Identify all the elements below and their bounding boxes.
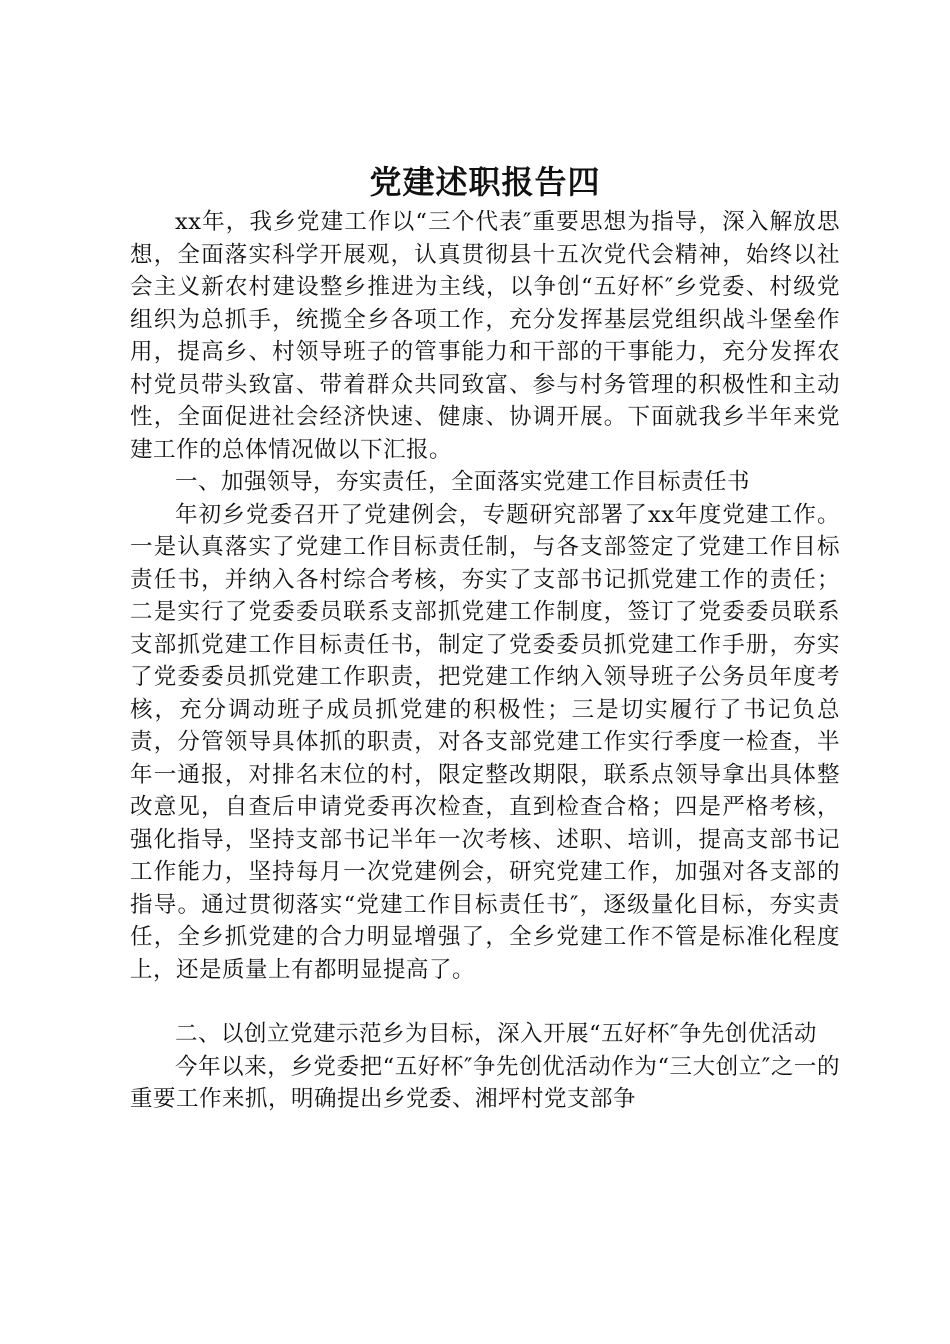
section-heading-2: 二、以创立党建示范乡为目标，深入开展“五好杯″争先创优活动 xyxy=(175,1021,817,1047)
intro-paragraph: xx年，我乡党建工作以“三个代表″重要思想为指导，深入解放思想，全面落实科学开展观，认真贯彻县十五次党代会精神，始终以社会主义新农村建设整乡推进为主线，以争创“五好杯″乡党委、村级党组织为总抓手，统揽全乡各项工作，充分发挥基层党组织战斗堡垒作用，提高乡、村领导班子的管事能力和干部的干事能力，充分发挥农村党员带头致富、带着群众共同致富、参与村务管理的积极性和主动性，全面促进社会经济快速、健康、协调开展。下面就我乡半年来党建工作的总体情况做以下汇报。 xyxy=(130,209,840,463)
section-heading-1: 一、加强领导，夯实责任，全面落实党建工作目标责任书 xyxy=(175,469,751,495)
document-title: 党建述职报告四 xyxy=(369,163,601,201)
paragraph-gap xyxy=(130,986,840,1018)
document-page xyxy=(130,160,840,1116)
section-2-paragraph: 今年以来，乡党委把“五好杯″争先创优活动作为“三大创立″之一的重要工作来抓，明确提出乡党委、湘坪村党支部争 xyxy=(130,1053,840,1112)
section-1-paragraph: 年初乡党委召开了党建例会，专题研究部署了xx年度党建工作。一是认真落实了党建工作目标责任制，与各支部签定了党建工作目标责任书，并纳入各村综合考核，夯实了支部书记抓党建工作的责任；二是实行了党委委员联系支部抓党建工作制度，签订了党委委员联系支部抓党建工作目标责任书，制定了党委委员抓党建工作手册，夯实了党委委员抓党建工作职责，把党建工作纳入领导班子公务员年度考核，充分调动班子成员抓党建的积极性；三是切实履行了书记负总责，分管领导具体抓的职责，对各支部党建工作实行季度一检查，半年一通报，对排名末位的村，限定整改期限，联系点领导拿出具体整改意见，自查后申请党委再次检查，直到检查合格；四是严格考核，强化指导，坚持支部书记半年一次考核、述职、培训，提高支部书记工作能力，坚持每月一次党建例会，研究党建工作，加强对各支部的指导。通过贯彻落实“党建工作目标责任书″，逐级量化目标，夯实责任，全乡抓党建的合力明显增强了，全乡党建工作不管是标准化程度上，还是质量上有都明显提高了。 xyxy=(130,501,840,983)
